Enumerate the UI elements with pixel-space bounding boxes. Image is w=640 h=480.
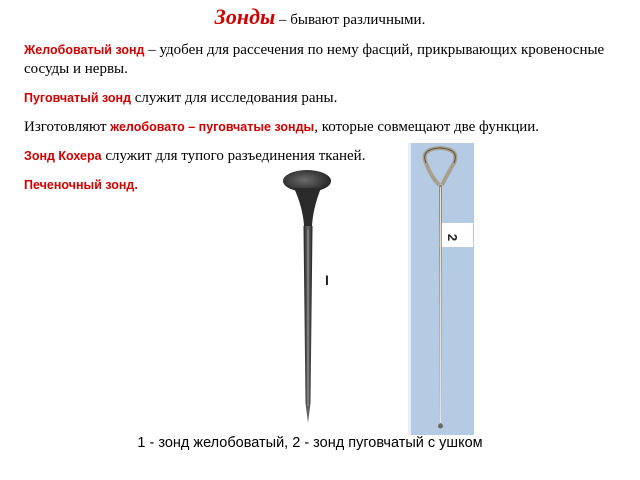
text-grooved-probe: – удобен для рассечения по нему фасций, прикрывающих кровеносные сосуды и нервы.: [24, 42, 605, 77]
text-kocher-probe: служит для тупого разъединения тканей.: [101, 148, 366, 164]
title-word: Зонды: [214, 4, 276, 29]
page-title: [0, 4, 640, 30]
term-liver-probe: Печеночный зонд.: [24, 178, 138, 192]
button-probe-photo: [408, 143, 474, 435]
figure-label-1: I: [325, 272, 329, 288]
paragraph-button-probe: [24, 89, 624, 108]
probe-neck: [294, 188, 321, 226]
figure-caption: 1 - зонд желобоватый, 2 - зонд пуговчатый с ушком: [137, 435, 483, 451]
text-button-probe: служит для исследования раны.: [131, 90, 338, 106]
paragraph-combined-probes: [24, 118, 624, 137]
term-combined-probes: желобовато – пуговчатые зонды: [110, 120, 315, 134]
figure-label-2: 2: [445, 233, 461, 242]
title-rest: – бывают различными.: [275, 12, 426, 28]
term-grooved-probe: Желобоватый зонд: [24, 43, 145, 57]
grooved-probe-photo: [275, 168, 345, 428]
term-kocher-probe: Зонд Кохера: [24, 149, 102, 163]
paragraph-kocher-probe: [24, 147, 624, 166]
text-combined-before: Изготовляют: [24, 119, 111, 135]
probe-button-tip: [438, 424, 443, 429]
term-button-probe: Пуговчатый зонд: [24, 91, 132, 105]
text-combined-after: , которые совмещают две функции.: [314, 119, 540, 135]
paragraph-grooved-probe: [24, 41, 624, 79]
